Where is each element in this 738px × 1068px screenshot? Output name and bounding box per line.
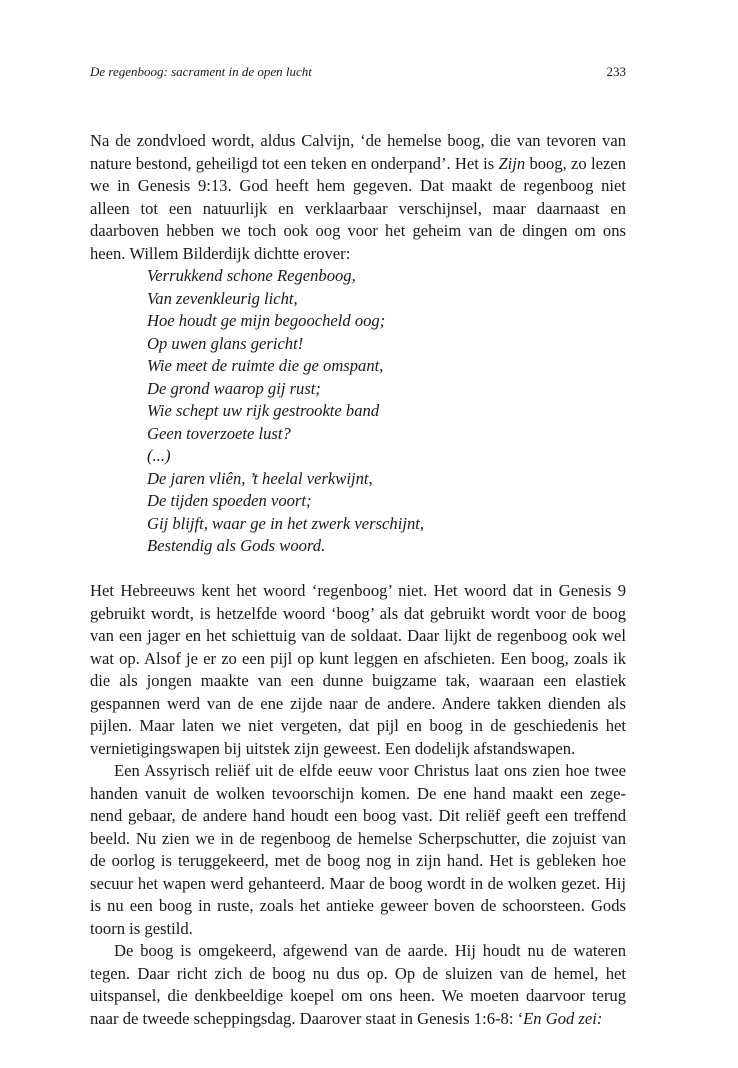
poem-line: De jaren vliên, ’t heelal verkwijnt,	[147, 468, 373, 488]
poem-line: Hoe houdt ge mijn begoocheld oog;	[147, 311, 386, 330]
section-gap	[90, 558, 626, 581]
poem-line: Bestendig als Gods woord.	[147, 536, 326, 555]
text-line: De boog is omgekeerd, afgewend van de aarde. Hij houdt nu de wateren	[114, 941, 626, 960]
text-line: naar de tweede scheppingsdag. Daarover staat in Genesis 1:6-8: ‘	[90, 1008, 524, 1028]
text-line: wat op. Alsof je er zo een pijl op kunt leggen en afschieten. Een boog, zoals ik	[90, 648, 626, 668]
text-line: daarboven hebben we toch ook oog voor het geheim van de dingen om ons	[90, 221, 626, 240]
text-line: handen vanuit de wolken tevoorschijn komen. De ene hand maakt een zege-	[90, 783, 626, 803]
text-line: die als jongen maakte van een dunne buigzame tak, waaraan een elastiek	[90, 671, 626, 690]
text-line: heen. Willem Bilderdijk dichtte erover:	[90, 243, 351, 263]
text-line: Na de zondvloed wordt, aldus Calvijn, ‘de hemelse boog, die van tevoren van	[90, 131, 626, 150]
text-line: de oorlog is teruggekeerd, met de boog nog in zijn hand. Het is gebleken hoe	[90, 851, 626, 870]
body-text	[90, 130, 626, 1030]
text-line: lezen we in Genesis 9:13. God heeft hem gegeven. Dat maakt de regenboog	[90, 153, 626, 195]
poem-line: (...)	[147, 446, 171, 465]
page-number: 233	[606, 64, 626, 79]
paragraph-hebreeuws	[90, 580, 626, 760]
paragraph-assyrisch	[90, 760, 626, 940]
text-line: gebruikt wordt, is hetzelfde woord ‘boog’ als dat gebruikt wordt voor de boog	[90, 603, 626, 623]
text-line: nature bestond, geheiligd tot een teken en onderpand’. Het is	[90, 153, 495, 173]
poem-line: Wie schept uw rijk gestrookte band	[147, 401, 380, 420]
text-line: vernietigingswapen bij uitstek zijn geweest. Een dodelijk afstandswapen.	[90, 738, 576, 758]
text-line: Hij is nu een boog in ruste, zoals het antieke geweer boven de schoorsteen.	[90, 873, 626, 915]
poem-line: Gij blijft, waar ge in het zwerk verschijnt,	[147, 513, 424, 533]
poem-line: Wie meet de ruimte die ge omspant,	[147, 356, 384, 375]
text-line: van een jager en het schiettuig van de soldaat. Daar lijkt de regenboog ook wel	[90, 626, 626, 645]
text-line: Een Assyrisch reliëf uit de elfde eeuw voor Christus laat ons zien hoe twee	[114, 761, 626, 780]
poem-line: Verrukkend schone Regenboog,	[147, 266, 356, 285]
text-line: niet alleen tot een natuurlijk en verklaarbaar verschijnsel, maar daarnaast en	[90, 176, 626, 218]
text-line: uitspansel, die denkbeeldige koepel om ons heen. We moeten daarvoor terug	[90, 986, 626, 1005]
poem-line: Geen toverzoete lust?	[147, 423, 291, 443]
text-line: gespannen werd van de ene zijde naar de andere. Andere takken dienden als	[90, 693, 626, 713]
poem-line: De tijden spoeden voort;	[147, 491, 312, 510]
poem-line: Van zevenkleurig licht,	[147, 288, 298, 308]
running-title: De regenboog: sacrament in de open lucht	[90, 64, 312, 79]
text-line: Gods toorn is gestild.	[90, 896, 626, 938]
text-line: Het Hebreeuws kent het woord ‘regenboog’ niet. Het woord dat in Genesis 9	[90, 581, 626, 600]
paragraph-omgekeerd	[90, 940, 626, 1030]
emphasis-zijn: Zijn	[498, 153, 526, 173]
poem-line: De grond waarop gij rust;	[147, 378, 321, 398]
poem-bilderdijk	[147, 265, 626, 558]
text-line: pijlen. Maar laten we niet vergeten, dat pijl en boog in de geschiedenis het	[90, 716, 626, 735]
text-line: boog, zo	[529, 153, 587, 173]
text-line: nend gebaar, de andere hand houdt een boog vast. Dit reliëf geeft een treffend	[90, 806, 626, 825]
poem-line: Op uwen glans gericht!	[147, 333, 304, 353]
text-line: secuur het wapen werd gehanteerd. Maar de boog wordt in de wolken gezet.	[90, 873, 601, 893]
paragraph-calvijn	[90, 130, 626, 265]
text-line: tegen. Daar richt zich de boog nu dus op. Op de sluizen van de hemel, het	[90, 963, 626, 983]
emphasis-en-god-zei: En God zei:	[523, 1008, 603, 1028]
text-line: beeld. Nu zien we in de regenboog de hemelse Scherpschutter, die zojuist van	[90, 828, 626, 848]
